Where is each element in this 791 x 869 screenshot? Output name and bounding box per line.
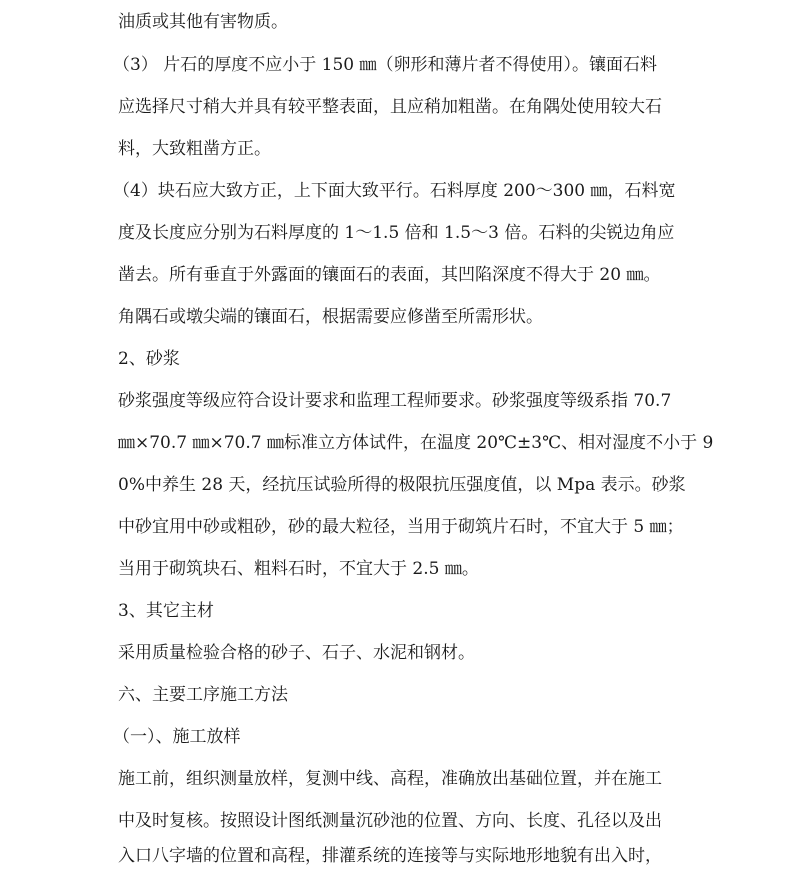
section-heading: 3、其它主材 — [118, 601, 214, 621]
text-line: （3） 片石的厚度不应小于 150 ㎜（卵形和薄片者不得使用）。镶面石料 — [113, 55, 657, 75]
text-line: 角隅石或墩尖端的镶面石，根据需要应修凿至所需形状。 — [118, 307, 543, 327]
text-line: 采用质量检验合格的砂子、石子、水泥和钢材。 — [118, 643, 475, 663]
chapter-heading: 六、主要工序施工方法 — [118, 685, 288, 705]
text-line: 施工前，组织测量放样，复测中线、高程，准确放出基础位置，并在施工 — [118, 769, 662, 789]
text-line: 度及长度应分别为石料厚度的 1～1.5 倍和 1.5～3 倍。石料的尖锐边角应 — [118, 223, 675, 243]
text-line: 砂浆强度等级应符合设计要求和监理工程师要求。砂浆强度等级系指 70.7 — [118, 391, 672, 411]
text-line: 0%中养生 28 天，经抗压试验所得的极限抗压强度值，以 Mpa 表示。砂浆 — [118, 475, 686, 495]
text-line: 中及时复核。按照设计图纸测量沉砂池的位置、方向、长度、孔径以及出 — [118, 811, 662, 831]
text-line: 料，大致粗凿方正。 — [118, 139, 271, 159]
text-line: 凿去。所有垂直于外露面的镶面石的表面，其凹陷深度不得大于 20 ㎜。 — [118, 265, 661, 285]
subsection-heading: （一）、施工放样 — [113, 727, 241, 747]
text-line: 油质或其他有害物质。 — [118, 12, 288, 32]
text-line: 当用于砌筑块石、粗料石时，不宜大于 2.5 ㎜。 — [118, 559, 479, 579]
text-line: ㎜×70.7 ㎜×70.7 ㎜标准立方体试件，在温度 20℃±3℃、相对湿度不小于 9 — [118, 433, 714, 453]
section-heading: 2、砂浆 — [118, 349, 180, 369]
text-line: （4）块石应大致方正，上下面大致平行。石料厚度 200～300 ㎜，石料宽 — [113, 181, 676, 201]
text-line: 应选择尺寸稍大并具有较平整表面，且应稍加粗凿。在角隅处使用较大石 — [118, 97, 662, 117]
text-line: 入口八字墙的位置和高程，排灌系统的连接等与实际地形地貌有出入时， — [118, 846, 662, 866]
text-line: 中砂宜用中砂或粗砂，砂的最大粒径，当用于砌筑片石时，不宜大于 5 ㎜； — [118, 517, 684, 537]
